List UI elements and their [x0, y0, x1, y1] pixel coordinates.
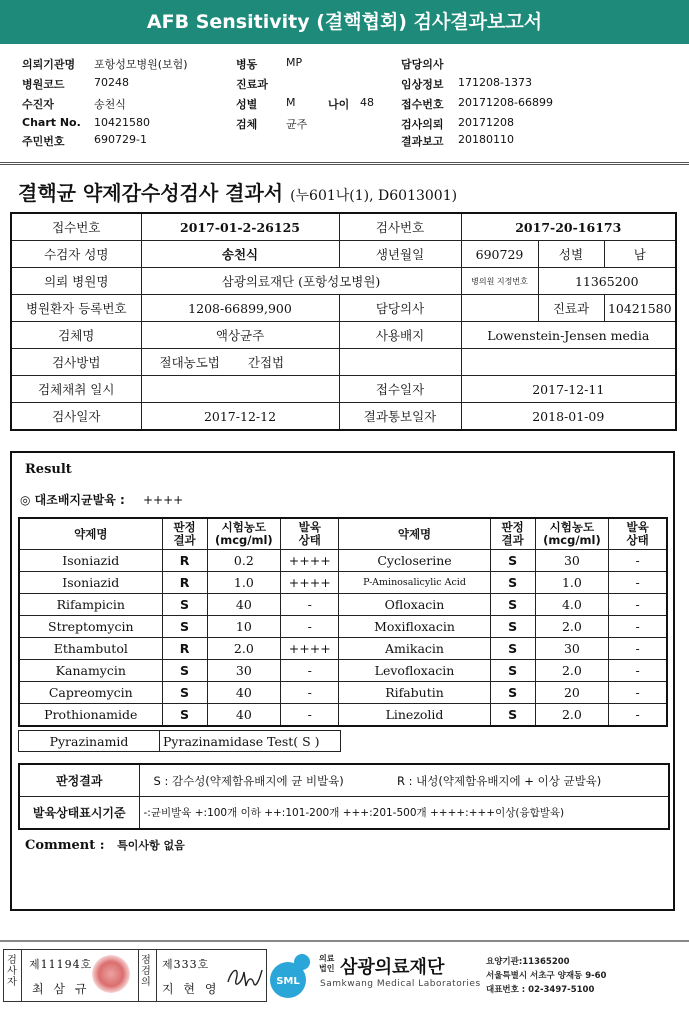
drug-drug-cell: Cycloserine — [339, 550, 490, 572]
drug-conc-cell: 40 — [207, 682, 281, 704]
table-header-row — [19, 518, 667, 550]
drug-drug-cell: Linezolid — [339, 704, 490, 727]
method-2: 간접법 — [247, 355, 285, 370]
drug-judge-cell: S — [490, 638, 535, 660]
table-row — [19, 638, 667, 660]
drug-judge-cell: S — [162, 616, 207, 638]
header-label: 주민번호 — [22, 135, 65, 148]
org-info-line: 요양기관:11365200 — [486, 957, 570, 967]
header-label: 성별 — [236, 98, 258, 111]
header-label: 검체 — [236, 118, 258, 131]
info-label: 수검자 성명 — [11, 241, 141, 268]
org-info-line: 서울특별시 서초구 양재동 9-60 — [486, 971, 607, 981]
header-value: 20171208 — [458, 116, 514, 129]
footer-divider — [0, 940, 689, 942]
info-label: 접수번호 — [11, 213, 141, 241]
header-label: 담당의사 — [401, 58, 444, 71]
result-label: Result — [25, 462, 72, 477]
table-row — [19, 682, 667, 704]
header-label: 의뢰기관명 — [22, 58, 76, 71]
info-label: 접수일자 — [339, 376, 461, 403]
test-date: 2017-12-12 — [141, 403, 339, 431]
seal-stamp — [92, 955, 130, 993]
table-row — [11, 403, 676, 431]
info-label: 검체채취 일시 — [11, 376, 141, 403]
drug-judge-cell: S — [490, 704, 535, 727]
col-header-growth: 발육 상태 — [609, 518, 667, 550]
table-row — [11, 268, 676, 295]
table-row — [19, 797, 669, 830]
drug-conc-cell: 2.0 — [207, 638, 281, 660]
drug-conc-cell: 1.0 — [207, 572, 281, 594]
dob: 690729 — [461, 241, 538, 268]
col-header-growth: 발육 상태 — [281, 518, 339, 550]
report-title — [18, 177, 457, 206]
table-row — [19, 594, 667, 616]
patient-name: 송천식 — [141, 241, 339, 268]
table-row — [19, 704, 667, 727]
drug-growth-cell: - — [281, 594, 339, 616]
received-date: 2017-12-11 — [461, 376, 676, 403]
drug-judge-cell: S — [490, 550, 535, 572]
pyrazinamid-table — [18, 730, 341, 752]
method-1: 절대농도법 — [159, 355, 220, 370]
info-label: 결과통보일자 — [339, 403, 461, 431]
specimen: 액상균주 — [141, 322, 339, 349]
notify-date: 2018-01-09 — [461, 403, 676, 431]
comment — [25, 837, 185, 853]
drug-conc-cell: 30 — [535, 638, 609, 660]
org-english-name: Samkwang Medical Laboratories — [320, 979, 481, 989]
header-value: 포항성모병원(보험) — [94, 58, 188, 71]
info-label: 병의원 지정번호 — [461, 268, 538, 295]
header-label: 임상정보 — [401, 78, 444, 91]
col-header-drug: 약제명 — [19, 518, 162, 550]
drug-growth-cell: - — [281, 616, 339, 638]
divider — [138, 950, 139, 1001]
control-growth — [20, 491, 183, 508]
empty-cell — [461, 349, 676, 376]
pyrazinamid-result: Pyrazinamidase Test( S ) — [160, 731, 341, 752]
method — [141, 349, 339, 376]
drug-growth-cell: - — [609, 572, 667, 594]
header-value: 균주 — [286, 118, 308, 131]
drug-judge-cell: S — [162, 594, 207, 616]
divider — [0, 162, 689, 163]
header-label: Chart No. — [22, 116, 81, 129]
col-header-judge: 판정 결과 — [490, 518, 535, 550]
drug-judge-cell: S — [490, 594, 535, 616]
col-header-judge: 판정 결과 — [162, 518, 207, 550]
header-value: 48 — [360, 96, 374, 109]
header-label: 나이 — [328, 98, 350, 111]
info-label: 진료과 — [538, 295, 604, 322]
org-prefix: 의료 법인 — [319, 954, 335, 973]
table-row — [11, 241, 676, 268]
drug-growth-cell: - — [609, 638, 667, 660]
info-label: 의뢰 병원명 — [11, 268, 141, 295]
receipt-no: 2017-01-2-26125 — [141, 213, 339, 241]
drug-judge-cell: S — [490, 660, 535, 682]
title-main: 결핵균 약제감수성검사 결과서 — [18, 181, 284, 205]
drug-drug-cell: Prothionamide — [19, 704, 162, 727]
table-row — [19, 764, 669, 797]
drug-growth-cell: - — [609, 616, 667, 638]
header-value: 690729-1 — [94, 133, 147, 146]
drug-judge-cell: R — [162, 550, 207, 572]
divider — [156, 950, 157, 1001]
drug-drug-cell: Ofloxacin — [339, 594, 490, 616]
drug-conc-cell: 2.0 — [535, 616, 609, 638]
header-label: 병원코드 — [22, 78, 65, 91]
drug-growth-cell: - — [609, 594, 667, 616]
patient-info-table — [10, 212, 677, 431]
drug-drug-cell: Isoniazid — [19, 572, 162, 594]
header-value: 70248 — [94, 76, 129, 89]
legend-resistant: R : 내성(약제함유배지에 + 이상 균발육) — [389, 764, 669, 797]
drug-drug-cell: Moxifloxacin — [339, 616, 490, 638]
col-header-drug: 약제명 — [339, 518, 490, 550]
drug-growth-cell: - — [281, 682, 339, 704]
svg-text:SML: SML — [276, 976, 300, 987]
header-value: 송천식 — [94, 98, 126, 111]
sml-logo-icon — [268, 950, 320, 1000]
drug-judge-cell: S — [490, 682, 535, 704]
info-label: 병원환자 등록번호 — [11, 295, 141, 322]
drug-drug-cell: Capreomycin — [19, 682, 162, 704]
table-row — [19, 550, 667, 572]
table-row — [11, 213, 676, 241]
header-label: 진료과 — [236, 78, 268, 91]
info-label: 검사일자 — [11, 403, 141, 431]
examiner-name: 최 삼 규 — [32, 982, 90, 996]
drug-conc-cell: 10 — [207, 616, 281, 638]
hospital-code: 11365200 — [538, 268, 676, 295]
drug-growth-cell: - — [609, 550, 667, 572]
drug-judge-cell: R — [162, 638, 207, 660]
header-value: MP — [286, 56, 303, 69]
drug-growth-cell: - — [609, 704, 667, 727]
examiner-id: 제11194호 — [29, 958, 93, 971]
drug-judge-cell: S — [490, 616, 535, 638]
table-row — [11, 295, 676, 322]
drug-conc-cell: 20 — [535, 682, 609, 704]
header-label: 병동 — [236, 58, 258, 71]
drug-conc-cell: 4.0 — [535, 594, 609, 616]
drug-drug-cell: Levofloxacin — [339, 660, 490, 682]
examiner-label: 검 사 자 — [7, 955, 17, 988]
drug-judge-cell: S — [490, 572, 535, 594]
comment-label: Comment : — [25, 838, 105, 853]
header-label: 검사의뢰 — [401, 118, 444, 131]
drug-growth-cell: - — [609, 660, 667, 682]
header-value: 20171208-66899 — [458, 96, 553, 109]
info-label: 생년월일 — [339, 241, 461, 268]
doctor — [461, 295, 538, 322]
divider — [0, 164, 689, 165]
comment-value: 특이사항 없음 — [117, 839, 185, 852]
report-banner: AFB Sensitivity (결핵협회) 검사결과보고서 — [0, 0, 689, 44]
org-info-line: 대표번호 : 02-3497-5100 — [486, 985, 595, 995]
drug-conc-cell: 30 — [535, 550, 609, 572]
info-label: 사용배지 — [339, 322, 461, 349]
reviewer-name: 지 현 영 — [162, 982, 220, 996]
table-row — [11, 376, 676, 403]
table-row — [11, 322, 676, 349]
header-label: 결과보고 — [401, 135, 444, 148]
col-header-conc: 시험농도 (mcg/ml) — [207, 518, 281, 550]
drug-conc-cell: 30 — [207, 660, 281, 682]
legend-label: 발육상태표시기준 — [19, 797, 139, 830]
info-label: 검체명 — [11, 322, 141, 349]
table-row — [19, 616, 667, 638]
legend-susceptible: S : 감수성(약제함유배지에 균 비발육) — [139, 764, 389, 797]
drug-judge-cell: S — [162, 704, 207, 727]
drug-growth-cell: - — [281, 660, 339, 682]
table-row — [19, 572, 667, 594]
sex: 남 — [604, 241, 676, 268]
drug-judge-cell: S — [162, 660, 207, 682]
drug-judge-cell: R — [162, 572, 207, 594]
drug-drug-cell: Kanamycin — [19, 660, 162, 682]
org-name: 삼광의료재단 — [340, 957, 445, 978]
info-label: 성별 — [538, 241, 604, 268]
drug-growth-cell: ++++ — [281, 550, 339, 572]
drug-drug-cell: Ethambutol — [19, 638, 162, 660]
col-header-conc: 시험농도 (mcg/ml) — [535, 518, 609, 550]
header-value: 10421580 — [94, 116, 150, 129]
drug-conc-cell: 2.0 — [535, 660, 609, 682]
table-row — [11, 349, 676, 376]
info-label: 검사번호 — [339, 213, 461, 241]
hospital-name: 삼광의료재단 (포항성모병원) — [141, 268, 461, 295]
drug-growth-cell: ++++ — [281, 572, 339, 594]
drug-conc-cell: 1.0 — [535, 572, 609, 594]
drug-table-body — [19, 550, 667, 727]
drug-drug-cell: Rifampicin — [19, 594, 162, 616]
drug-growth-cell: - — [609, 682, 667, 704]
header-value: 171208-1373 — [458, 76, 532, 89]
dept: 10421580 — [604, 295, 676, 322]
drug-drug-cell: Amikacin — [339, 638, 490, 660]
signature-scribble — [224, 958, 264, 992]
drug-drug-cell: Rifabutin — [339, 682, 490, 704]
reviewer-id: 제333호 — [162, 958, 210, 971]
drug-conc-cell: 40 — [207, 704, 281, 727]
medium: Lowenstein-Jensen media — [461, 322, 676, 349]
drug-susceptibility-table — [18, 517, 668, 727]
header-value: M — [286, 96, 296, 109]
info-label: 담당의사 — [339, 295, 461, 322]
empty-cell — [339, 349, 461, 376]
drug-growth-cell: ++++ — [281, 638, 339, 660]
header-label: 접수번호 — [401, 98, 444, 111]
table-row — [19, 660, 667, 682]
drug-drug-cell: P-Aminosalicylic Acid — [339, 572, 490, 594]
test-no: 2017-20-16173 — [461, 213, 676, 241]
control-growth-label: ◎ 대조배지균발육 : — [20, 493, 125, 507]
control-growth-value: ++++ — [142, 493, 184, 507]
header-label: 수진자 — [22, 98, 54, 111]
title-code: (누601나(1), D6013001) — [290, 188, 458, 204]
legend-label: 판정결과 — [19, 764, 139, 797]
reg-no: 1208-66899,900 — [141, 295, 339, 322]
header-value: 20180110 — [458, 133, 514, 146]
legend-table — [18, 763, 670, 830]
drug-drug-cell: Streptomycin — [19, 616, 162, 638]
pyrazinamid-drug: Pyrazinamid — [19, 731, 160, 752]
collect-date — [141, 376, 339, 403]
drug-judge-cell: S — [162, 682, 207, 704]
divider — [21, 950, 22, 1001]
drug-conc-cell: 40 — [207, 594, 281, 616]
drug-conc-cell: 0.2 — [207, 550, 281, 572]
info-label: 검사방법 — [11, 349, 141, 376]
drug-growth-cell: - — [281, 704, 339, 727]
reviewer-label: 점 검 의 — [141, 955, 151, 988]
legend-growth-scale: -:균비발육 +:100개 이하 ++:101-200개 +++:201-500개 ++++:+++이상(융합발육) — [139, 797, 669, 830]
table-row — [19, 731, 341, 752]
drug-drug-cell: Isoniazid — [19, 550, 162, 572]
drug-conc-cell: 2.0 — [535, 704, 609, 727]
